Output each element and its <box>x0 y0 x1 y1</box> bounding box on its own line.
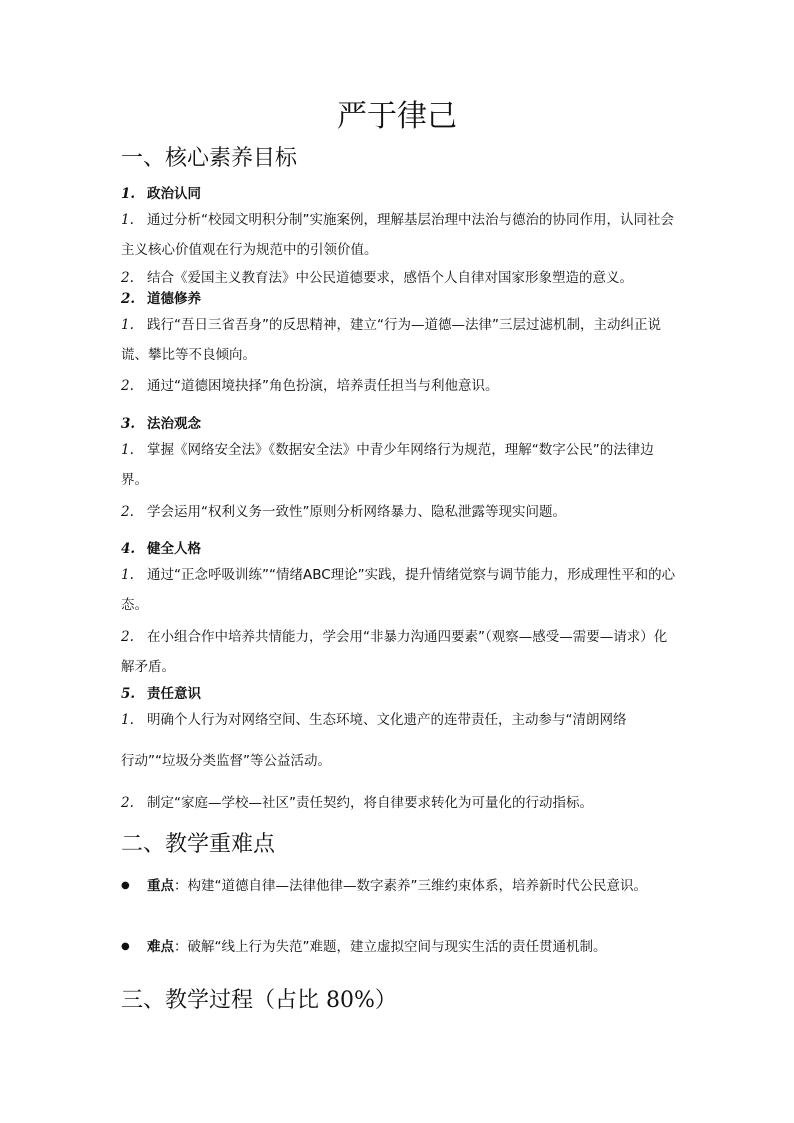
section-heading-process: 三、教学过程（占比 80%） <box>121 988 397 1013</box>
item-text: 通过“正念呼吸训练”“情绪ABC理论”实践，提升情绪觉察与调节能力，形成理性平和的心态。 <box>121 567 676 613</box>
item-number: 2. <box>121 795 134 811</box>
goal-number: 4. <box>121 541 136 557</box>
goal-item-continued: 行动”“垃圾分类监督”等公益活动。 <box>121 753 331 769</box>
goal-item <box>121 622 676 682</box>
goal-heading-responsibility <box>121 684 681 704</box>
bullet-text: ：构建“道德自律—法律他律—数字素养”三维约束体系，培养新时代公民意识。 <box>174 878 647 894</box>
item-number: 1. <box>121 712 134 728</box>
goal-label: 责任意识 <box>147 686 201 702</box>
bullet-dot-icon: ● <box>121 880 130 891</box>
goal-item <box>121 268 676 288</box>
section-heading-objectives: 一、核心素养目标 <box>121 146 298 171</box>
item-number: 1. <box>121 567 134 583</box>
goal-heading-political <box>121 184 681 204</box>
bullet-text: ：破解“线上行为失范”难题，建立虚拟空间与现实生活的责任贯通机制。 <box>174 939 607 955</box>
goal-label: 法治观念 <box>147 416 201 432</box>
goal-item <box>121 371 676 401</box>
goal-number: 5. <box>121 686 136 702</box>
goal-heading-personality <box>121 539 681 559</box>
goal-item <box>121 205 676 265</box>
item-text: 制定“家庭—学校—社区”责任契约，将自律要求转化为可量化的行动指标。 <box>147 795 593 811</box>
item-text: 通过分析“校园文明积分制”实施案例，理解基层治理中法治与德治的协同作用，认同社会主义核心价值观在行为规范中的引领价值。 <box>121 212 674 258</box>
goal-item <box>121 497 676 527</box>
goal-item <box>121 310 676 370</box>
goal-heading-moral <box>121 289 681 309</box>
bullet-label: 重点 <box>147 878 174 894</box>
item-number: 1. <box>121 442 134 458</box>
goal-item <box>121 788 676 818</box>
goal-label: 道德修养 <box>147 291 201 307</box>
document-title: 严于律己 <box>337 99 457 134</box>
item-number: 2. <box>121 504 134 520</box>
item-number: 2. <box>121 629 134 645</box>
item-number: 2. <box>121 378 134 394</box>
goal-item <box>121 705 676 735</box>
section-heading-key-points: 二、教学重难点 <box>121 832 276 857</box>
item-number: 1. <box>121 212 134 228</box>
goal-label: 健全人格 <box>147 541 201 557</box>
item-text: 通过“道德困境抉择”角色扮演，培养责任担当与利他意识。 <box>147 378 499 394</box>
goal-heading-law <box>121 414 681 434</box>
goal-number: 1. <box>121 186 136 202</box>
goal-number: 3. <box>121 416 136 432</box>
goal-item <box>121 560 676 620</box>
item-text: 掌握《网络安全法》《数据安全法》中青少年网络行为规范，理解“数字公民”的法律边界。 <box>121 442 654 488</box>
difficult-point-bullet <box>121 932 676 962</box>
goal-label: 政治认同 <box>147 186 201 202</box>
item-text: 学会运用“权利义务一致性”原则分析网络暴力、隐私泄露等现实问题。 <box>147 504 566 520</box>
item-text: 践行“吾日三省吾身”的反思精神，建立“行为—道德—法律”三层过滤机制，主动纠正说谎、攀比等不良倾向。 <box>121 317 661 363</box>
goal-item <box>121 435 676 495</box>
item-number: 2. <box>121 270 134 286</box>
item-text: 在小组合作中培养共情能力，学会用“非暴力沟通四要素”（观察—感受—需要—请求）化解矛盾。 <box>121 629 668 675</box>
item-text: 结合《爱国主义教育法》中公民道德要求，感悟个人自律对国家形象塑造的意义。 <box>147 270 633 286</box>
bullet-dot-icon: ● <box>121 941 130 952</box>
bullet-label: 难点 <box>147 939 174 955</box>
item-number: 1. <box>121 317 134 333</box>
goal-number: 2. <box>121 291 136 307</box>
key-point-bullet <box>121 871 676 901</box>
item-text: 明确个人行为对网络空间、生态环境、文化遗产的连带责任，主动参与“清朗网络 <box>147 712 627 728</box>
